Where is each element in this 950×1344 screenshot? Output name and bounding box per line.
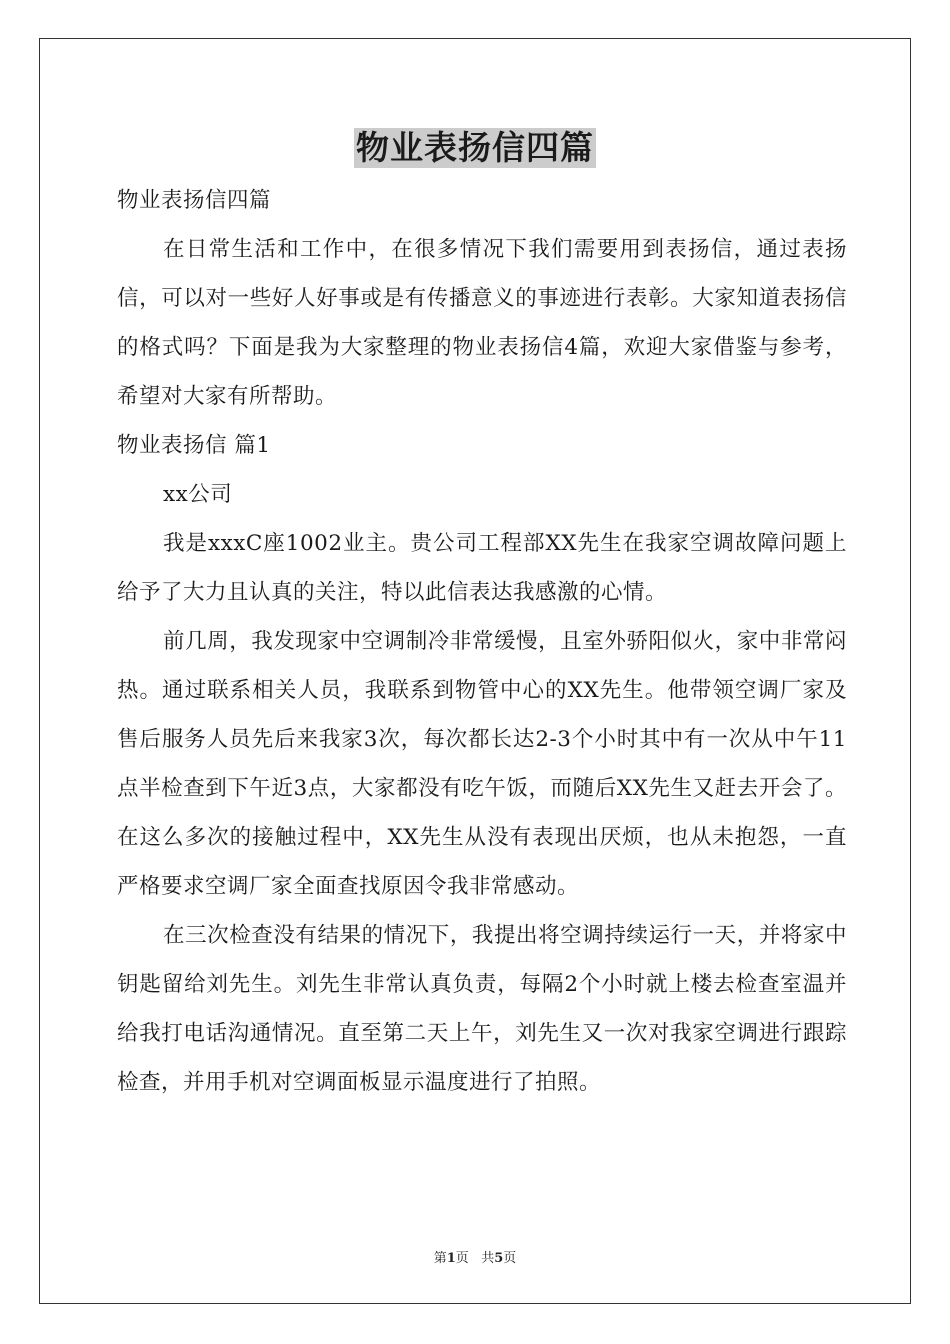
document-title: 物业表扬信四篇: [356, 128, 594, 167]
paragraph-intro: 在日常生活和工作中，在很多情况下我们需要用到表扬信，通过表扬信，可以对一些好人好事或是有传播意义的事迹进行表彰。大家知道表扬信的格式吗？下面是我为大家整理的物业表扬信4篇，欢迎大家借鉴与参考，希望对大家有所帮助。: [117, 237, 847, 409]
paragraph-body: 我是xxxC座1002业主。贵公司工程部XX先生在我家空调故障问题上给予了大力且认真的关注，特以此信表达我感激的心情。: [117, 531, 847, 605]
total-prefix: 共: [481, 1251, 495, 1266]
total-unit: 页: [503, 1251, 517, 1266]
total-pages: 5: [494, 1251, 504, 1266]
title-container: [0, 128, 950, 168]
document-body: [117, 176, 847, 1107]
paragraph-heading: 物业表扬信四篇: [117, 188, 272, 213]
paragraph-body: 前几周，我发现家中空调制冷非常缓慢，且室外骄阳似火，家中非常闷热。通过联系相关人员，我联系到物管中心的XX先生。他带领空调厂家及售后服务人员先后来我家3次，每次都长达2-3个小时其中有一次从中午11点半检查到下午近3点，大家都没有吃午饭，而随后XX先生又赶去开会了。在这么多次的接触过程中，XX先生从没有表现出厌烦，也从未抱怨，一直严格要求空调厂家全面查找原因令我非常感动。: [117, 629, 847, 899]
page-prefix: 第: [433, 1251, 447, 1266]
page-footer: [0, 1247, 950, 1266]
page-unit: 页: [455, 1251, 469, 1266]
paragraph-salutation: xx公司: [163, 482, 233, 507]
paragraph-body: 在三次检查没有结果的情况下，我提出将空调持续运行一天，并将家中钥匙留给刘先生。刘先生非常认真负责，每隔2个小时就上楼去检查室温并给我打电话沟通情况。直至第二天上午，刘先生又一次对我家空调进行跟踪检查，并用手机对空调面板显示温度进行了拍照。: [117, 923, 847, 1095]
paragraph-section-heading: 物业表扬信 篇1: [117, 433, 271, 458]
page-current: 1: [446, 1251, 456, 1266]
